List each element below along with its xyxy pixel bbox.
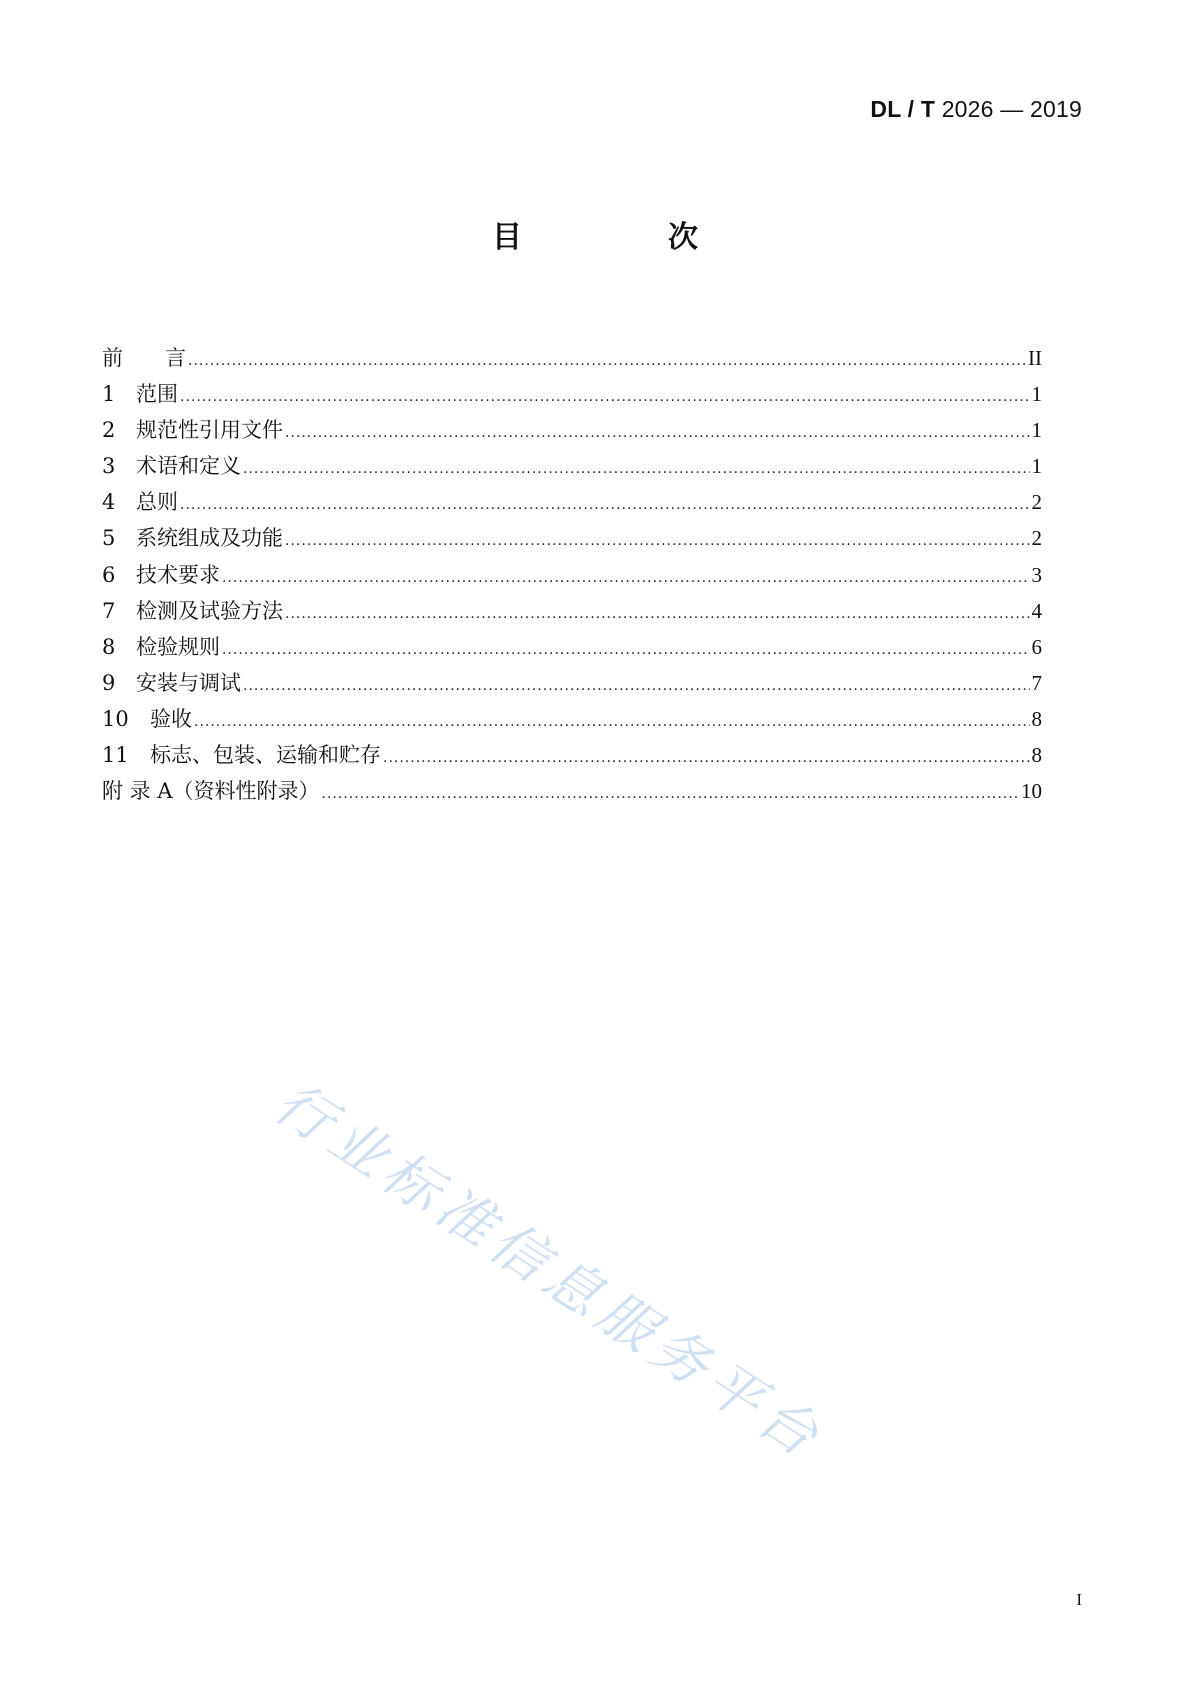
toc-entry-11[interactable] bbox=[102, 737, 1042, 773]
toc-leader bbox=[243, 451, 1030, 487]
toc-entry-page: 4 bbox=[1031, 598, 1042, 623]
toc-entry-number: 1 bbox=[102, 382, 116, 407]
toc-entry-title: 验收 bbox=[150, 706, 192, 731]
toc-entry-title: 技术要求 bbox=[136, 562, 220, 587]
toc-entry-8[interactable] bbox=[102, 629, 1042, 665]
toc-entry-page: 1 bbox=[1031, 454, 1042, 479]
toc-entry-2[interactable] bbox=[102, 412, 1042, 448]
toc-entry-page: 8 bbox=[1031, 706, 1042, 731]
toc-entry-title: 术语和定义 bbox=[136, 454, 241, 479]
toc-entry-page: 1 bbox=[1031, 418, 1042, 443]
toc-leader bbox=[222, 632, 1030, 668]
toc-leader bbox=[383, 740, 1030, 776]
toc-leader bbox=[222, 560, 1030, 596]
toc-entry-page: 2 bbox=[1031, 490, 1042, 515]
toc-entry-number: 10 bbox=[102, 706, 129, 731]
toc-leader bbox=[188, 343, 1026, 379]
toc-entry-title: 规范性引用文件 bbox=[136, 418, 283, 443]
toc-entry-appendix-a[interactable] bbox=[102, 773, 1042, 809]
toc-entry-title: 系统组成及功能 bbox=[136, 526, 283, 551]
toc-entry-5[interactable] bbox=[102, 520, 1042, 556]
toc-entry-page: 6 bbox=[1031, 634, 1042, 659]
toc-entry-number: 7 bbox=[102, 598, 116, 623]
watermark: 行业标准信息服务平台 bbox=[263, 1070, 836, 1474]
toc-leader bbox=[194, 704, 1030, 740]
toc-entry-number: 3 bbox=[102, 454, 116, 479]
toc-entry-title: 检验规则 bbox=[136, 634, 220, 659]
toc-entry-4[interactable] bbox=[102, 484, 1042, 520]
toc-entry-title: 安装与调试 bbox=[136, 670, 241, 695]
toc-entry-1[interactable] bbox=[102, 376, 1042, 412]
toc-entry-title: 标志、包装、运输和贮存 bbox=[150, 743, 381, 768]
toc-entry-7[interactable] bbox=[102, 593, 1042, 629]
toc-entry-number: 6 bbox=[102, 562, 116, 587]
toc-leader bbox=[285, 415, 1030, 451]
standard-code-number: 2026 — 2019 bbox=[941, 96, 1082, 122]
page-title: 目 次 bbox=[492, 220, 756, 255]
toc-entry-page: 10 bbox=[1021, 779, 1042, 804]
toc-entry-number: 5 bbox=[102, 526, 116, 551]
toc-entry-number: 8 bbox=[102, 634, 116, 659]
standard-code bbox=[870, 96, 1082, 123]
toc-entry-6[interactable] bbox=[102, 557, 1042, 593]
table-of-contents bbox=[102, 340, 1042, 809]
toc-entry-page: 2 bbox=[1031, 526, 1042, 551]
toc-entry-page: 3 bbox=[1031, 562, 1042, 587]
toc-entry-title: 检测及试验方法 bbox=[136, 598, 283, 623]
toc-entry-9[interactable] bbox=[102, 665, 1042, 701]
toc-entry-3[interactable] bbox=[102, 448, 1042, 484]
toc-leader bbox=[285, 596, 1030, 632]
toc-entry-title: 附 录 A（资料性附录） bbox=[102, 779, 320, 804]
page-number: I bbox=[1076, 1590, 1082, 1609]
toc-entry-page: 7 bbox=[1031, 670, 1042, 695]
toc-entry-page: II bbox=[1028, 346, 1042, 370]
toc-leader bbox=[285, 523, 1030, 559]
toc-leader bbox=[243, 668, 1030, 704]
toc-leader bbox=[180, 379, 1030, 415]
standard-code-prefix: DL / T bbox=[870, 96, 936, 122]
toc-entry-number: 2 bbox=[102, 418, 116, 443]
toc-entry-page: 1 bbox=[1031, 382, 1042, 407]
toc-entry-page: 8 bbox=[1031, 743, 1042, 768]
toc-leader bbox=[322, 776, 1019, 812]
toc-entry-number: 9 bbox=[102, 670, 116, 695]
toc-entry-number: 4 bbox=[102, 490, 116, 515]
toc-entry-title: 总则 bbox=[136, 490, 178, 515]
toc-entry-foreword[interactable] bbox=[102, 340, 1042, 376]
toc-entry-number: 11 bbox=[102, 743, 129, 768]
toc-leader bbox=[180, 487, 1030, 523]
toc-entry-title: 范围 bbox=[136, 382, 178, 407]
toc-entry-10[interactable] bbox=[102, 701, 1042, 737]
toc-entry-title: 前 言 bbox=[102, 346, 186, 370]
